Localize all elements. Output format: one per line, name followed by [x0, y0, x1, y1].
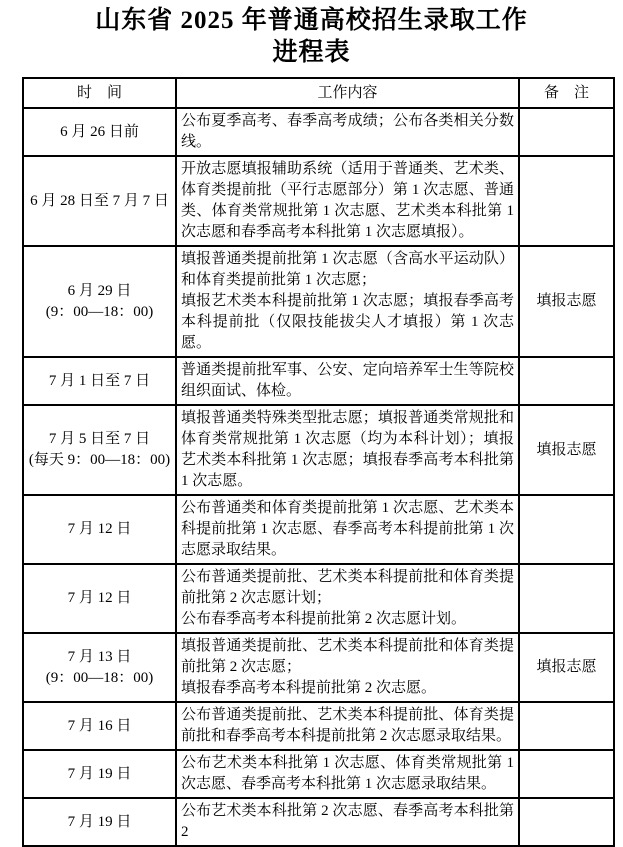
content-cell	[176, 405, 519, 495]
content-cell	[176, 246, 519, 357]
note-cell	[519, 702, 614, 750]
schedule-table-body	[23, 108, 614, 846]
time-line: 7 月 19 日	[67, 765, 132, 782]
note-cell	[519, 108, 614, 156]
content-paragraph: 填报普通类特殊类型批志愿；填报普通类常规批和体育类常规批第 1 次志愿（均为本科计划）；填报艺术类本科批第 1 次志愿；填报春季高考本科批第 1 次志愿。	[181, 410, 514, 489]
content-paragraph: 开放志愿填报辅助系统（适用于普通类、艺术类、体育类提前批（平行志愿部分）第 1 次志愿、普通类、体育类常规批第 1 次志愿、艺术类本科批第 1 次志愿和春季高考本科批第 1 次志愿填报）。	[181, 161, 514, 240]
time-line: 7 月 16 日	[67, 717, 132, 734]
content-paragraph: 公布普通类提前批、艺术类本科提前批、体育类提前批和春季高考本科提前批第 2 次志愿录取结果。	[181, 707, 514, 744]
document-title	[0, 5, 623, 69]
content-cell	[176, 108, 519, 156]
table-row	[23, 108, 614, 156]
content-paragraph: 填报普通类提前批、艺术类本科提前批和体育类提前批第 2 次志愿；	[181, 638, 514, 675]
time-cell	[23, 702, 176, 750]
note-cell	[519, 357, 614, 405]
time-line: 7 月 12 日	[67, 590, 132, 606]
table-row	[23, 564, 614, 633]
content-paragraph: 公布普通类和体育类提前批第 1 次志愿、艺术类本科提前批第 1 次志愿、春季高考本科提前批第 1 次志愿录取结果。	[181, 500, 514, 558]
content-paragraph: 填报普通类提前批第 1 次志愿（含高水平运动队）和体育类提前批第 1 次志愿；	[181, 251, 514, 288]
time-cell	[23, 750, 176, 798]
time-cell	[23, 495, 176, 564]
note-cell	[519, 798, 614, 846]
schedule-table	[22, 77, 615, 847]
table-row	[23, 357, 614, 405]
time-cell	[23, 798, 176, 846]
content-paragraph: 普通类提前批军事、公安、定向培养军士生等院校组织面试、体检。	[181, 362, 514, 399]
time-cell	[23, 357, 176, 405]
time-line: 7 月 19 日	[67, 813, 132, 830]
time-cell	[23, 108, 176, 156]
content-cell	[176, 798, 519, 846]
time-line: 7 月 1 日至 7 日	[48, 372, 151, 389]
time-cell	[23, 633, 176, 702]
table-row	[23, 633, 614, 702]
time-line: 7 月 5 日至 7 日	[48, 431, 151, 447]
time-line: (9：00—18：00)	[45, 669, 154, 686]
content-cell	[176, 702, 519, 750]
note-cell	[519, 564, 614, 633]
header-row	[23, 78, 614, 108]
document-page	[0, 5, 623, 840]
content-cell	[176, 156, 519, 246]
content-paragraph: 公布春季高考本科提前批第 2 次志愿计划。	[181, 611, 467, 627]
title-line-2: 进程表	[272, 39, 351, 66]
content-cell	[176, 633, 519, 702]
content-cell	[176, 495, 519, 564]
col-header-content: 工作内容	[176, 78, 519, 108]
time-line: 7 月 13 日	[67, 648, 132, 665]
col-header-time: 时 间	[23, 78, 176, 108]
table-row	[23, 750, 614, 798]
time-cell	[23, 564, 176, 633]
content-paragraph: 公布艺术类本科批第 1 次志愿、体育类常规批第 1 次志愿、春季高考本科批第 1 次志愿录取结果。	[181, 755, 514, 792]
table-row	[23, 798, 614, 846]
table-row	[23, 246, 614, 357]
content-paragraph: 填报艺术类本科提前批第 1 次志愿；填报春季高考本科提前批（仅限技能拔尖人才填报）第 1 次志愿。	[181, 293, 514, 351]
content-paragraph: 公布夏季高考、春季高考成绩；公布各类相关分数线。	[181, 113, 514, 150]
note-cell	[519, 750, 614, 798]
content-cell	[176, 564, 519, 633]
col-header-note: 备 注	[519, 78, 614, 108]
note-cell: 填报志愿	[519, 633, 614, 702]
note-cell: 填报志愿	[519, 246, 614, 357]
time-cell	[23, 246, 176, 357]
table-row	[23, 405, 614, 495]
note-cell	[519, 156, 614, 246]
table-row	[23, 495, 614, 564]
table-row	[23, 156, 614, 246]
content-cell	[176, 750, 519, 798]
time-line: (9：00—18：00)	[45, 303, 154, 320]
time-line: 6 月 26 日前	[60, 123, 139, 140]
time-line: 6 月 29 日	[67, 282, 132, 299]
time-cell	[23, 156, 176, 246]
note-cell: 填报志愿	[519, 405, 614, 495]
time-line: (每天 9：00—18：00)	[28, 452, 171, 468]
content-paragraph: 公布艺术类本科批第 2 次志愿、春季高考本科批第 2	[181, 803, 514, 840]
content-paragraph: 填报春季高考本科提前批第 2 次志愿。	[181, 680, 437, 696]
content-paragraph: 公布普通类提前批、艺术类本科提前批和体育类提前批第 2 次志愿计划；	[181, 569, 514, 606]
title-line-1: 山东省 2025 年普通高校招生录取工作	[95, 7, 528, 34]
content-cell	[176, 357, 519, 405]
table-row	[23, 702, 614, 750]
note-cell	[519, 495, 614, 564]
time-cell	[23, 405, 176, 495]
time-line: 7 月 12 日	[67, 521, 132, 537]
time-line: 6 月 28 日至 7 月 7 日	[30, 192, 169, 209]
